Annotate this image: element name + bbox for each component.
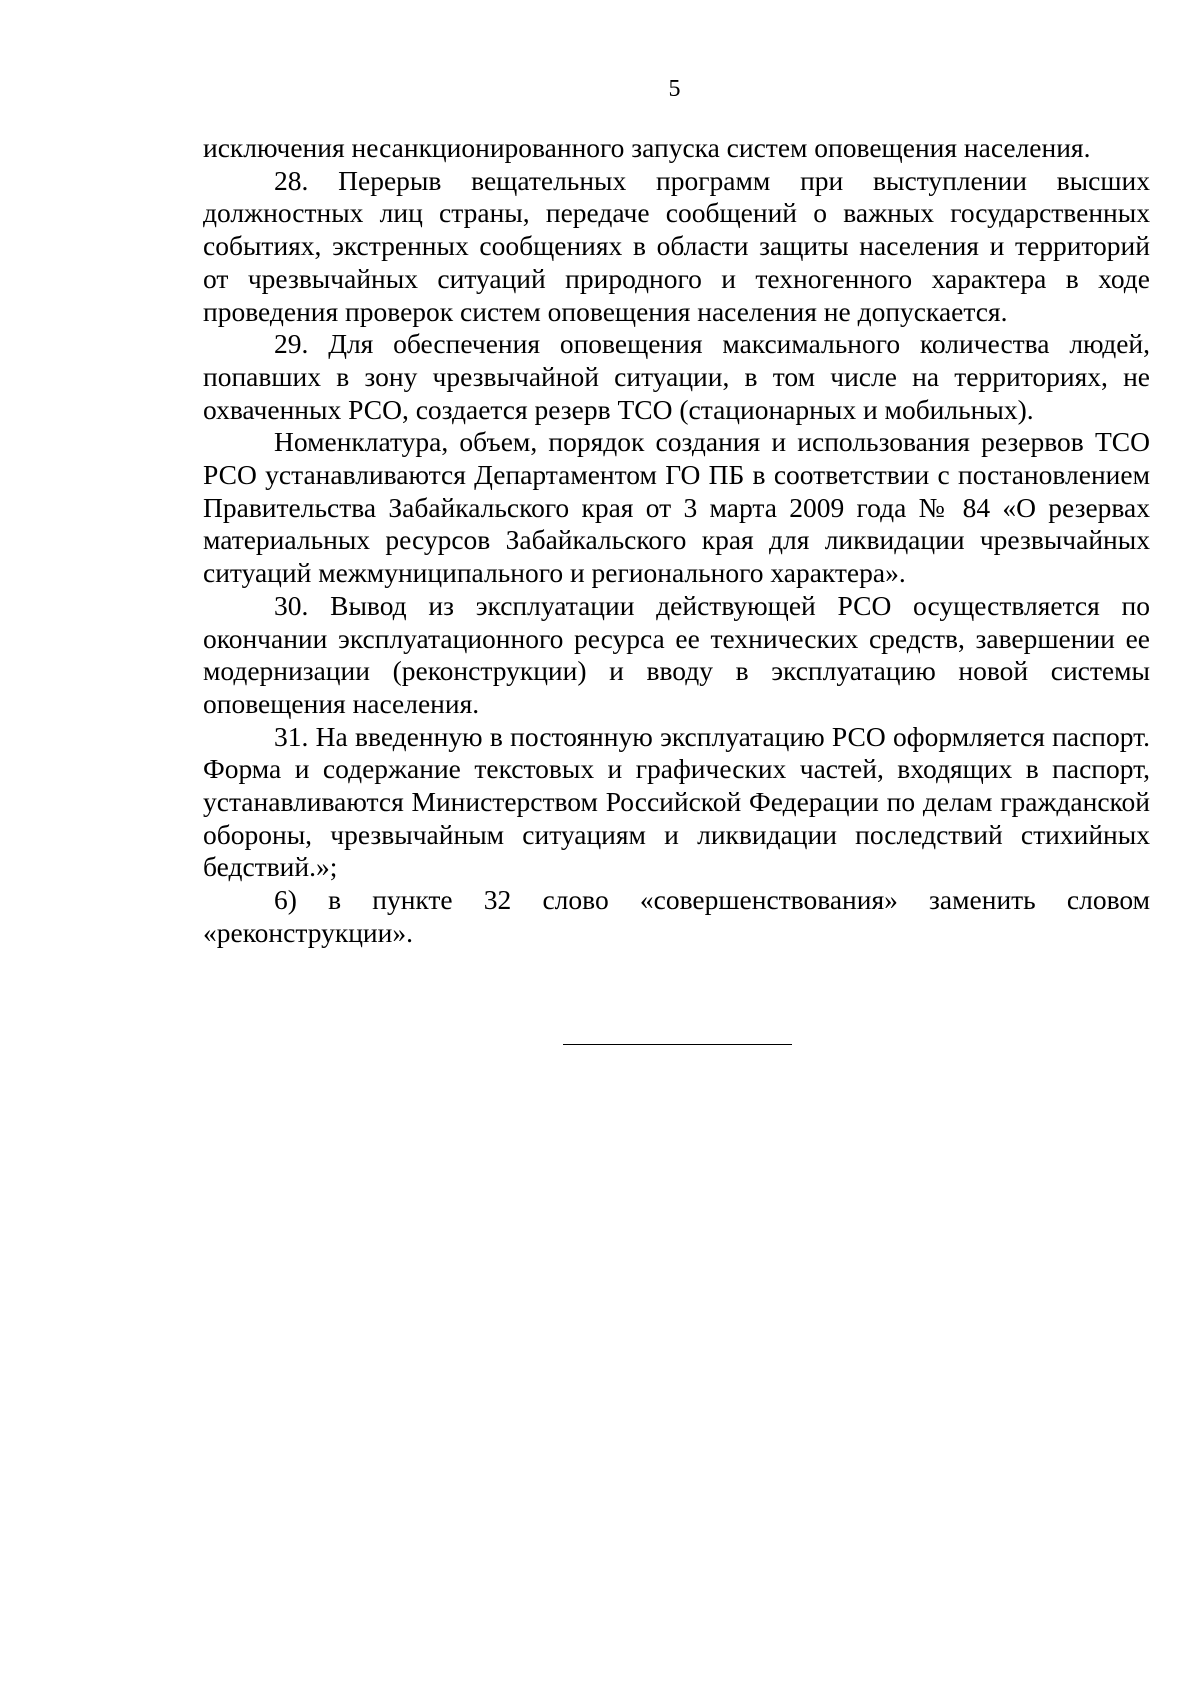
page-number: 5 [668, 76, 681, 102]
paragraph-item-29: 29. Для обеспечения оповещения максимального количества людей, попавших в зону чрезвычайной ситуации, в том числе на территориях, не охваченных РСО, создается резерв ТСО (стационарных и мобильных). [203, 328, 1150, 425]
paragraph-item-30: 30. Вывод из эксплуатации действующей РСО осуществляется по окончании эксплуатационного ресурса ее технических средств, завершении ее модернизации (реконструкции) и вводу в эксплуатацию новой системы оповещения населения. [203, 589, 1150, 719]
end-separator-line [563, 1044, 792, 1045]
paragraph-item-31: 31. На введенную в постоянную эксплуатацию РСО оформляется паспорт. Форма и содержание текстовых и графических частей, входящих в паспорт, устанавливаются Министерством Российской Федерации по делам гражданской обороны, чрезвычайным ситуациям и ликвидации последствий стихийных бедствий.»; [203, 720, 1150, 883]
paragraph-subitem-6: 6) в пункте 32 слово «совершенствования» заменить словом «реконструкции». [203, 884, 1150, 948]
paragraph-continuation: исключения несанкционированного запуска систем оповещения населения. [203, 132, 1091, 163]
document-body [203, 132, 1150, 950]
paragraph-nomenclature: Номенклатура, объем, порядок создания и использования резервов ТСО РСО устанавливаются Департаментом ГО ПБ в соответствии с постановлением Правительства Забайкальского края от 3 марта 2009 года № 84 «О резервах материальных ресурсов Забайкальского края для ликвидации чрезвычайных ситуаций межмуниципального и регионального характера». [203, 426, 1150, 589]
paragraph-item-28: 28. Перерыв вещательных программ при выступлении высших должностных лиц страны, передаче сообщений о важных государственных событиях, экстренных сообщениях в области защиты населения и территорий от чрезвычайных ситуаций природного и техногенного характера в ходе проведения проверок систем оповещения населения не допускается. [203, 164, 1150, 327]
